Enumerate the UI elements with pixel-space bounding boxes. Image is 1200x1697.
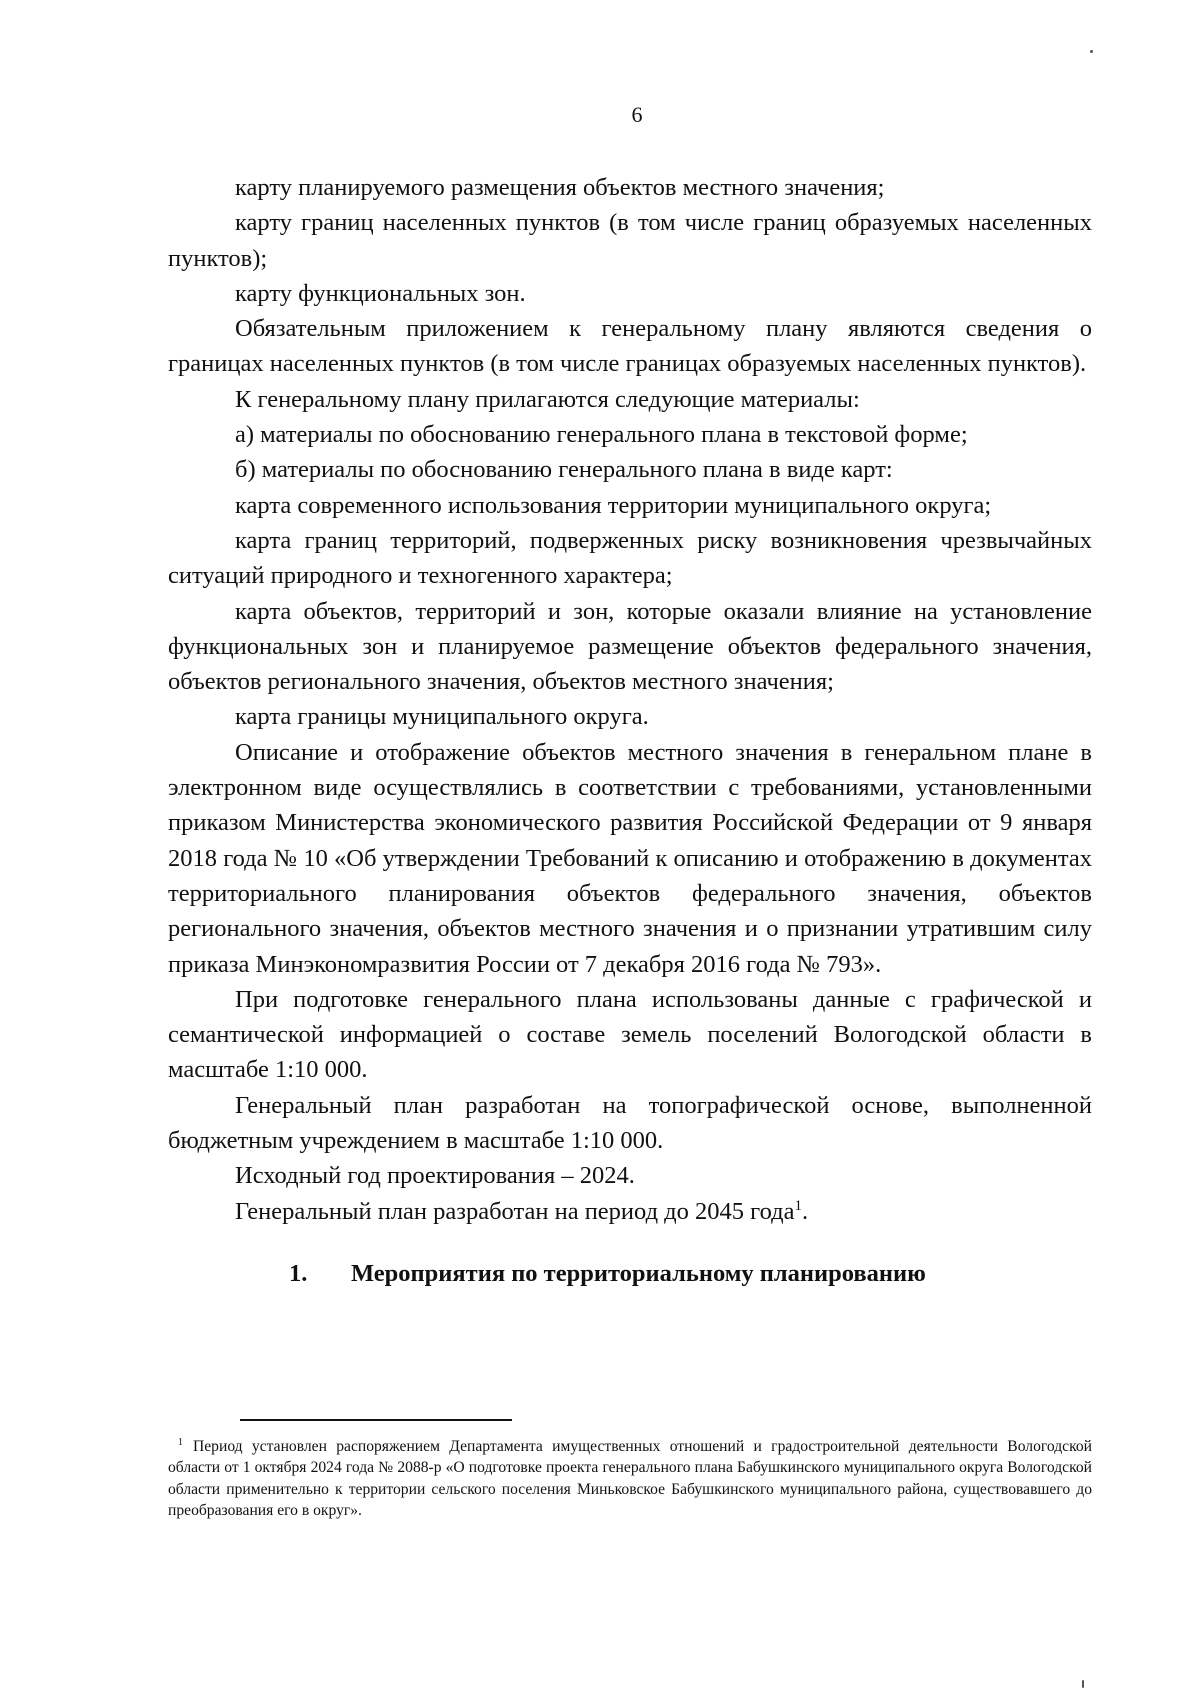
paragraph: карту функциональных зон. xyxy=(235,279,526,307)
footnote-reference[interactable]: 1 xyxy=(794,1197,802,1214)
page-number: 6 xyxy=(631,102,643,127)
paragraph: карта объектов, территорий и зон, которые оказали влияние на установление функциональных зон и планируемое размещение объектов федерального значения, объектов регионального значения, объектов местного значения; xyxy=(168,597,1092,696)
paragraph: К генеральному плану прилагаются следующие материалы: xyxy=(235,385,860,413)
paragraph: карта современного использования территории муниципального округа; xyxy=(235,491,992,519)
paragraph: карта границ территорий, подверженных риску возникновения чрезвычайных ситуаций природного и техногенного характера; xyxy=(168,526,1092,590)
body-text xyxy=(168,170,1092,1229)
paragraph-text: Генеральный план разработан на период до 2045 года xyxy=(235,1197,795,1225)
scan-speck xyxy=(1082,1680,1084,1688)
paragraph: карту границ населенных пунктов (в том числе границ образуемых населенных пунктов); xyxy=(168,209,1092,272)
paragraph: Описание и отображение объектов местного значения в генеральном плане в электронном виде осуществлялись в соответствии с требованиями, установленными приказом Министерства экономического развития Российской Федерации от 9 января 2018 года № 10 «Об утверждении Требований к описанию и отображению в документах территориального планирования объектов федерального значения, объектов регионального значения, объектов местного значения и о признании утратившим силу приказа Минэкономразвития России от 7 декабря 2016 года № 793». xyxy=(168,738,1092,978)
paragraph: При подготовке генерального плана использованы данные с графической и семантической информацией о составе земель поселений Вологодской области в масштабе 1:10 000. xyxy=(168,985,1092,1084)
list-item-b: б) материалы по обоснованию генерального плана в виде карт: xyxy=(235,456,893,484)
section-title: Мероприятия по территориальному планированию xyxy=(351,1259,926,1287)
paragraph: Исходный год проектирования – 2024. xyxy=(235,1162,635,1190)
paragraph: Обязательным приложением к генеральному плану являются сведения о границах населенных пунктов (в том числе границах образуемых населенных пунктов). xyxy=(168,315,1092,378)
footnote-text: Период установлен распоряжением Департамента имущественных отношений и градостроительной деятельности Вологодской области от 1 октября 2024 года № 2088-р «О подготовке проекта генерального плана Бабушкинского муниципального округа Вологодской области применительно к территории сельского поселения Миньковское Бабушкинского муниципального района, существовавшего до преобразования его в округ». xyxy=(168,1438,1092,1520)
section-number: 1. xyxy=(289,1259,308,1287)
footnote xyxy=(168,1436,1092,1522)
list-item-a: а) материалы по обоснованию генерального плана в текстовой форме; xyxy=(235,421,968,449)
paragraph: карту планируемого размещения объектов местного значения; xyxy=(235,174,885,201)
paragraph: Генеральный план разработан на топографической основе, выполненной бюджетным учреждением в масштабе 1:10 000. xyxy=(168,1091,1092,1155)
section-heading xyxy=(168,1257,1092,1291)
paragraph-with-footnote xyxy=(168,1194,1092,1229)
scan-speck xyxy=(1090,50,1093,53)
paragraph: карта границы муниципального округа. xyxy=(235,703,649,731)
footnote-separator xyxy=(240,1419,512,1421)
footnote-mark: 1 xyxy=(178,1436,183,1448)
document-page xyxy=(168,100,1092,1291)
paragraph-end: . xyxy=(801,1197,809,1225)
